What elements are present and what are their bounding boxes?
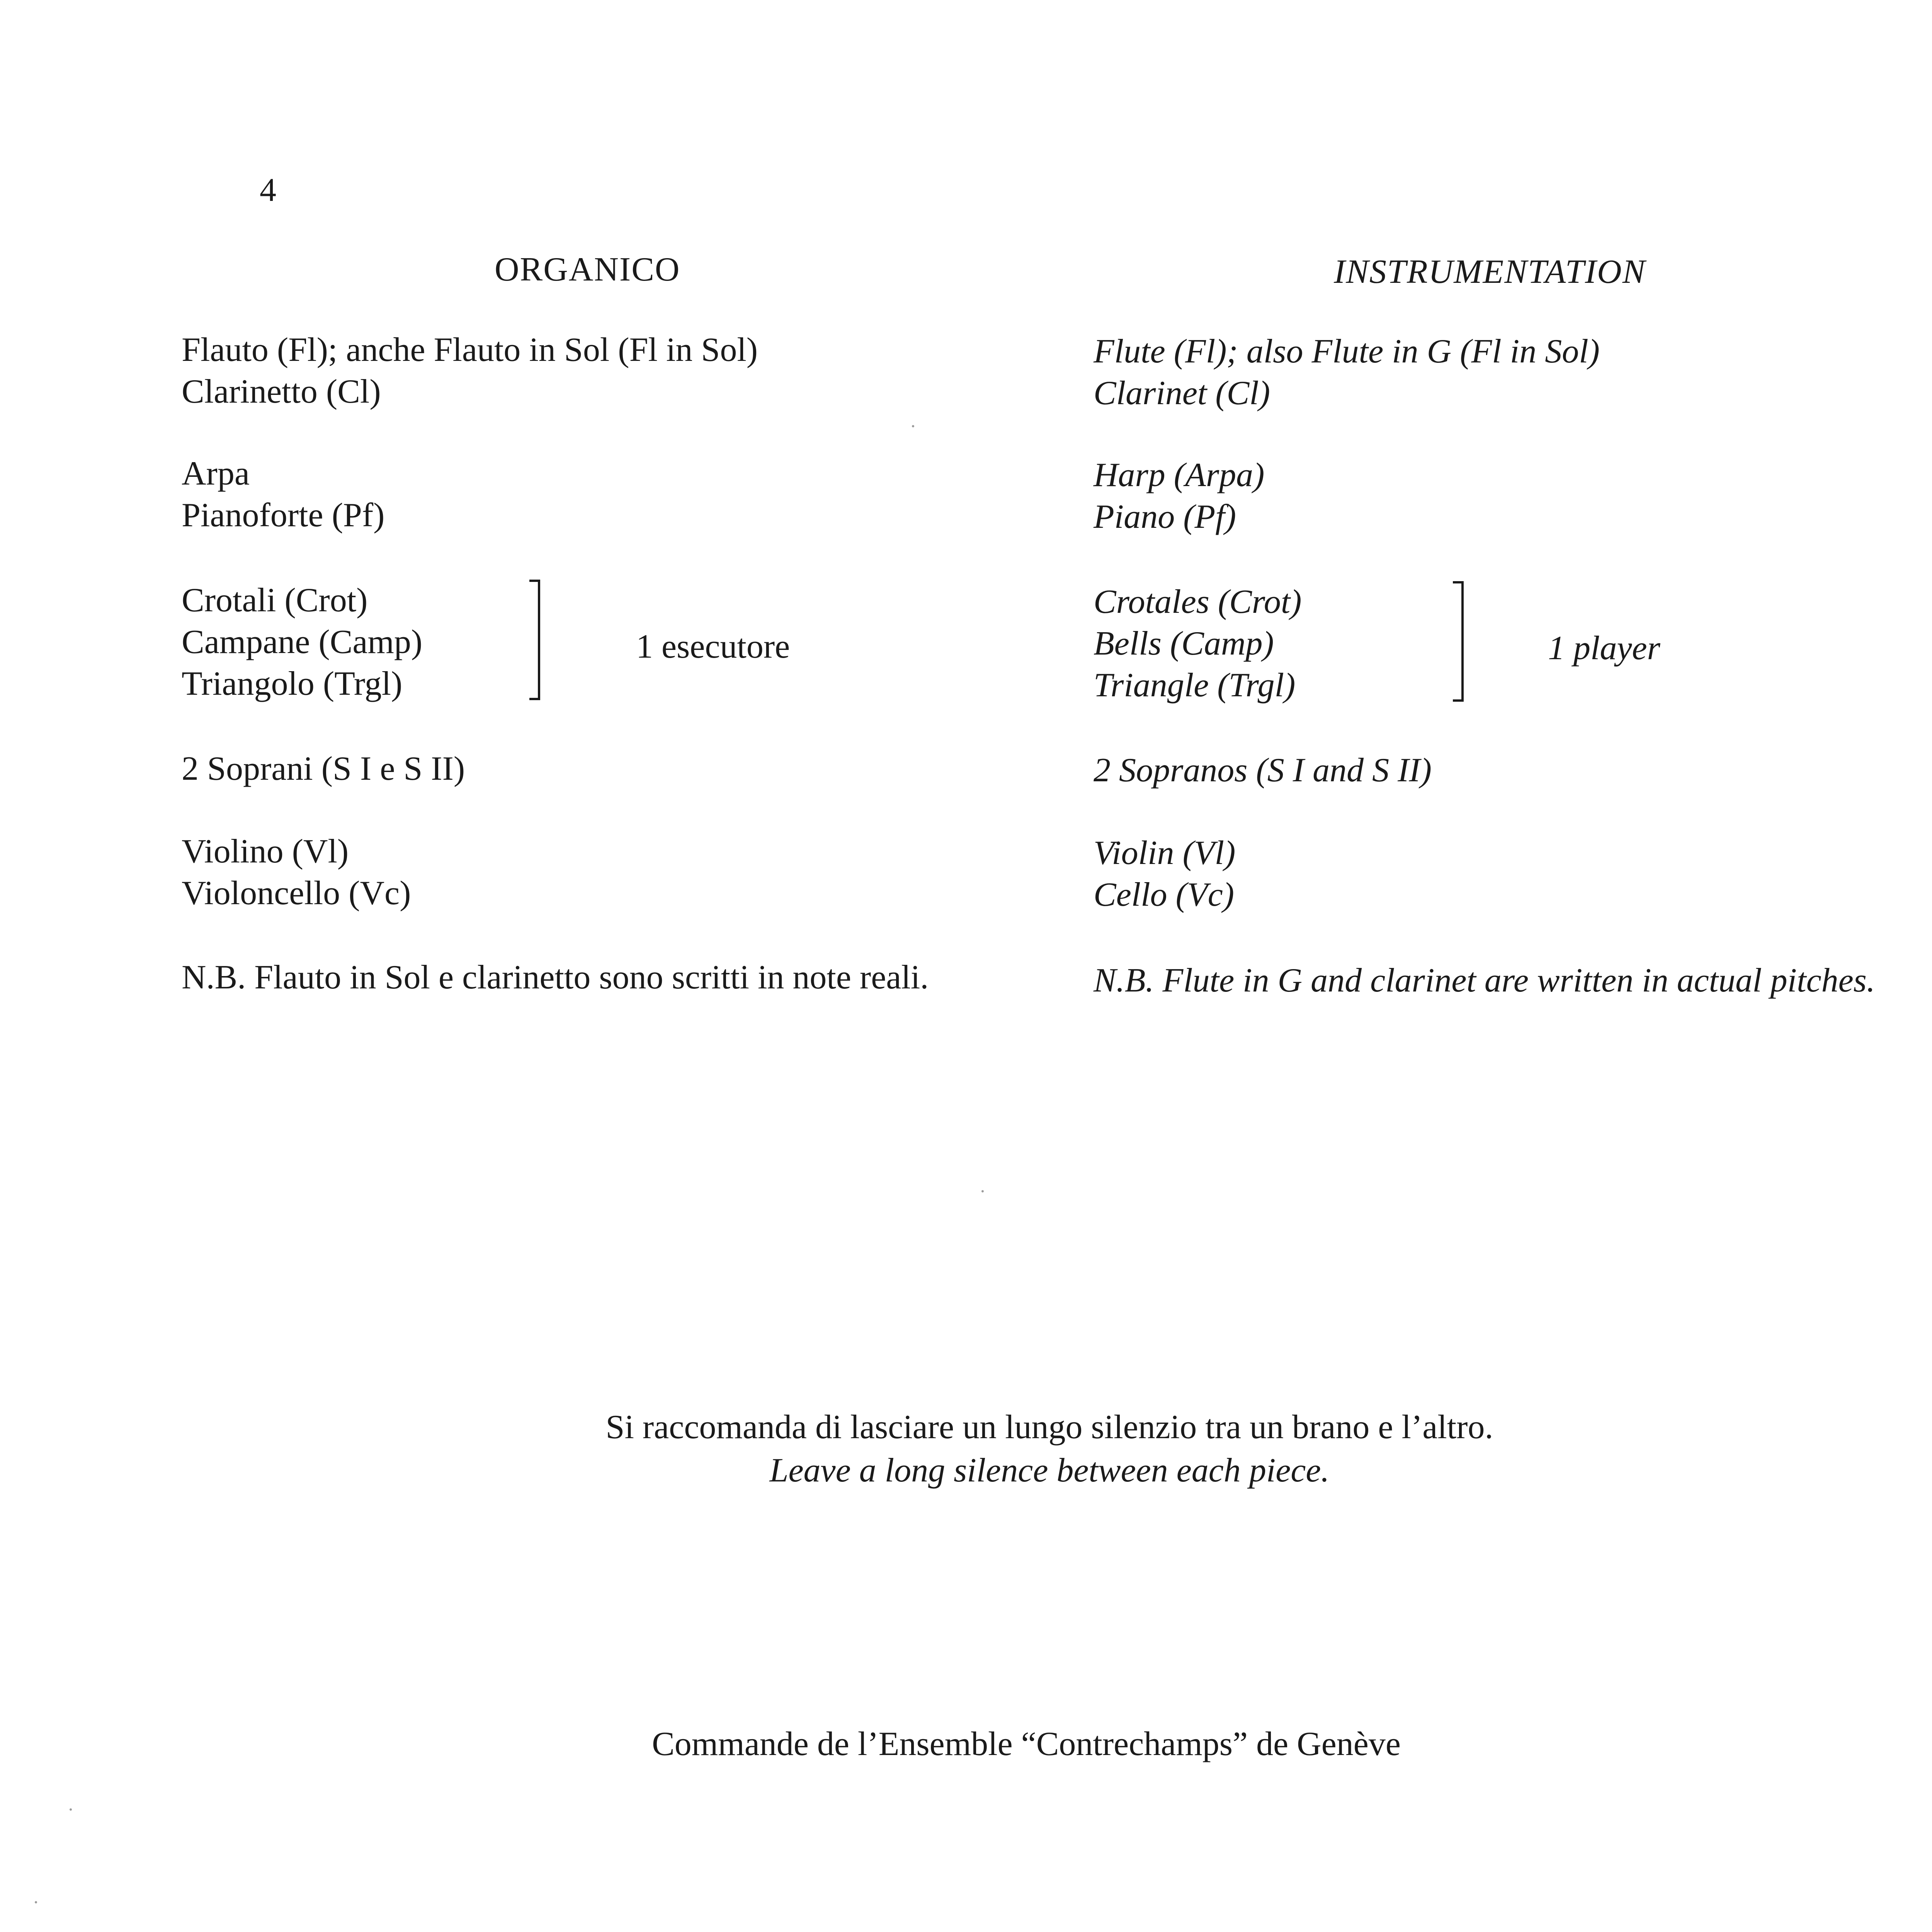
scan-speck	[35, 1901, 37, 1903]
english-keyboards-line: Piano (Pf)	[1094, 498, 1236, 536]
english-percussion-line: Bells (Camp)	[1094, 625, 1274, 662]
english-percussion-line: Crotales (Crot)	[1094, 583, 1302, 621]
english-voices-line: 2 Sopranos (S I and S II)	[1094, 752, 1432, 789]
italian-note: N.B. Flauto in Sol e clarinetto sono scritti in note reali.	[182, 959, 929, 996]
commission-line: Commande de l’Ensemble “Contrechamps” de Genève	[652, 1725, 1401, 1763]
scan-speck	[981, 1190, 984, 1192]
italian-percussion-line: Campane (Camp)	[182, 623, 423, 661]
italian-keyboards-line: Arpa	[182, 455, 250, 492]
italian-strings-line: Violino (Vl)	[182, 833, 349, 870]
italian-percussion-bracket	[529, 580, 540, 700]
italian-percussion-player: 1 esecutore	[636, 628, 790, 665]
english-strings-line: Cello (Vc)	[1094, 876, 1235, 913]
english-percussion-bracket	[1453, 581, 1464, 702]
italian-strings-line: Violoncello (Vc)	[182, 874, 411, 912]
english-strings-line: Violin (Vl)	[1094, 834, 1236, 872]
english-percussion-player: 1 player	[1548, 629, 1660, 667]
english-heading: INSTRUMENTATION	[1334, 253, 1646, 291]
english-note: N.B. Flute in G and clarinet are written in actual pitches.	[1094, 962, 1875, 999]
english-percussion-line: Triangle (Trgl)	[1094, 667, 1296, 704]
english-winds-line: Clarinet (Cl)	[1094, 374, 1270, 412]
english-keyboards-line: Harp (Arpa)	[1094, 456, 1265, 494]
performance-note-english: Leave a long silence between each piece.	[769, 1452, 1330, 1489]
performance-note-italian: Si raccomanda di lasciare un lungo silenzio tra un brano e l’altro.	[605, 1408, 1493, 1446]
scan-speck	[70, 1808, 72, 1811]
italian-voices-line: 2 Soprani (S I e S II)	[182, 750, 465, 787]
italian-keyboards-line: Pianoforte (Pf)	[182, 497, 385, 534]
scan-speck	[912, 425, 914, 427]
italian-winds-line: Flauto (Fl); anche Flauto in Sol (Fl in Sol)	[182, 331, 758, 369]
italian-percussion-line: Triangolo (Trgl)	[182, 665, 403, 702]
italian-winds-line: Clarinetto (Cl)	[182, 373, 381, 410]
english-winds-line: Flute (Fl); also Flute in G (Fl in Sol)	[1094, 333, 1600, 370]
page-number: 4	[260, 171, 276, 208]
italian-percussion-line: Crotali (Crot)	[182, 582, 368, 619]
italian-heading: ORGANICO	[495, 251, 680, 288]
